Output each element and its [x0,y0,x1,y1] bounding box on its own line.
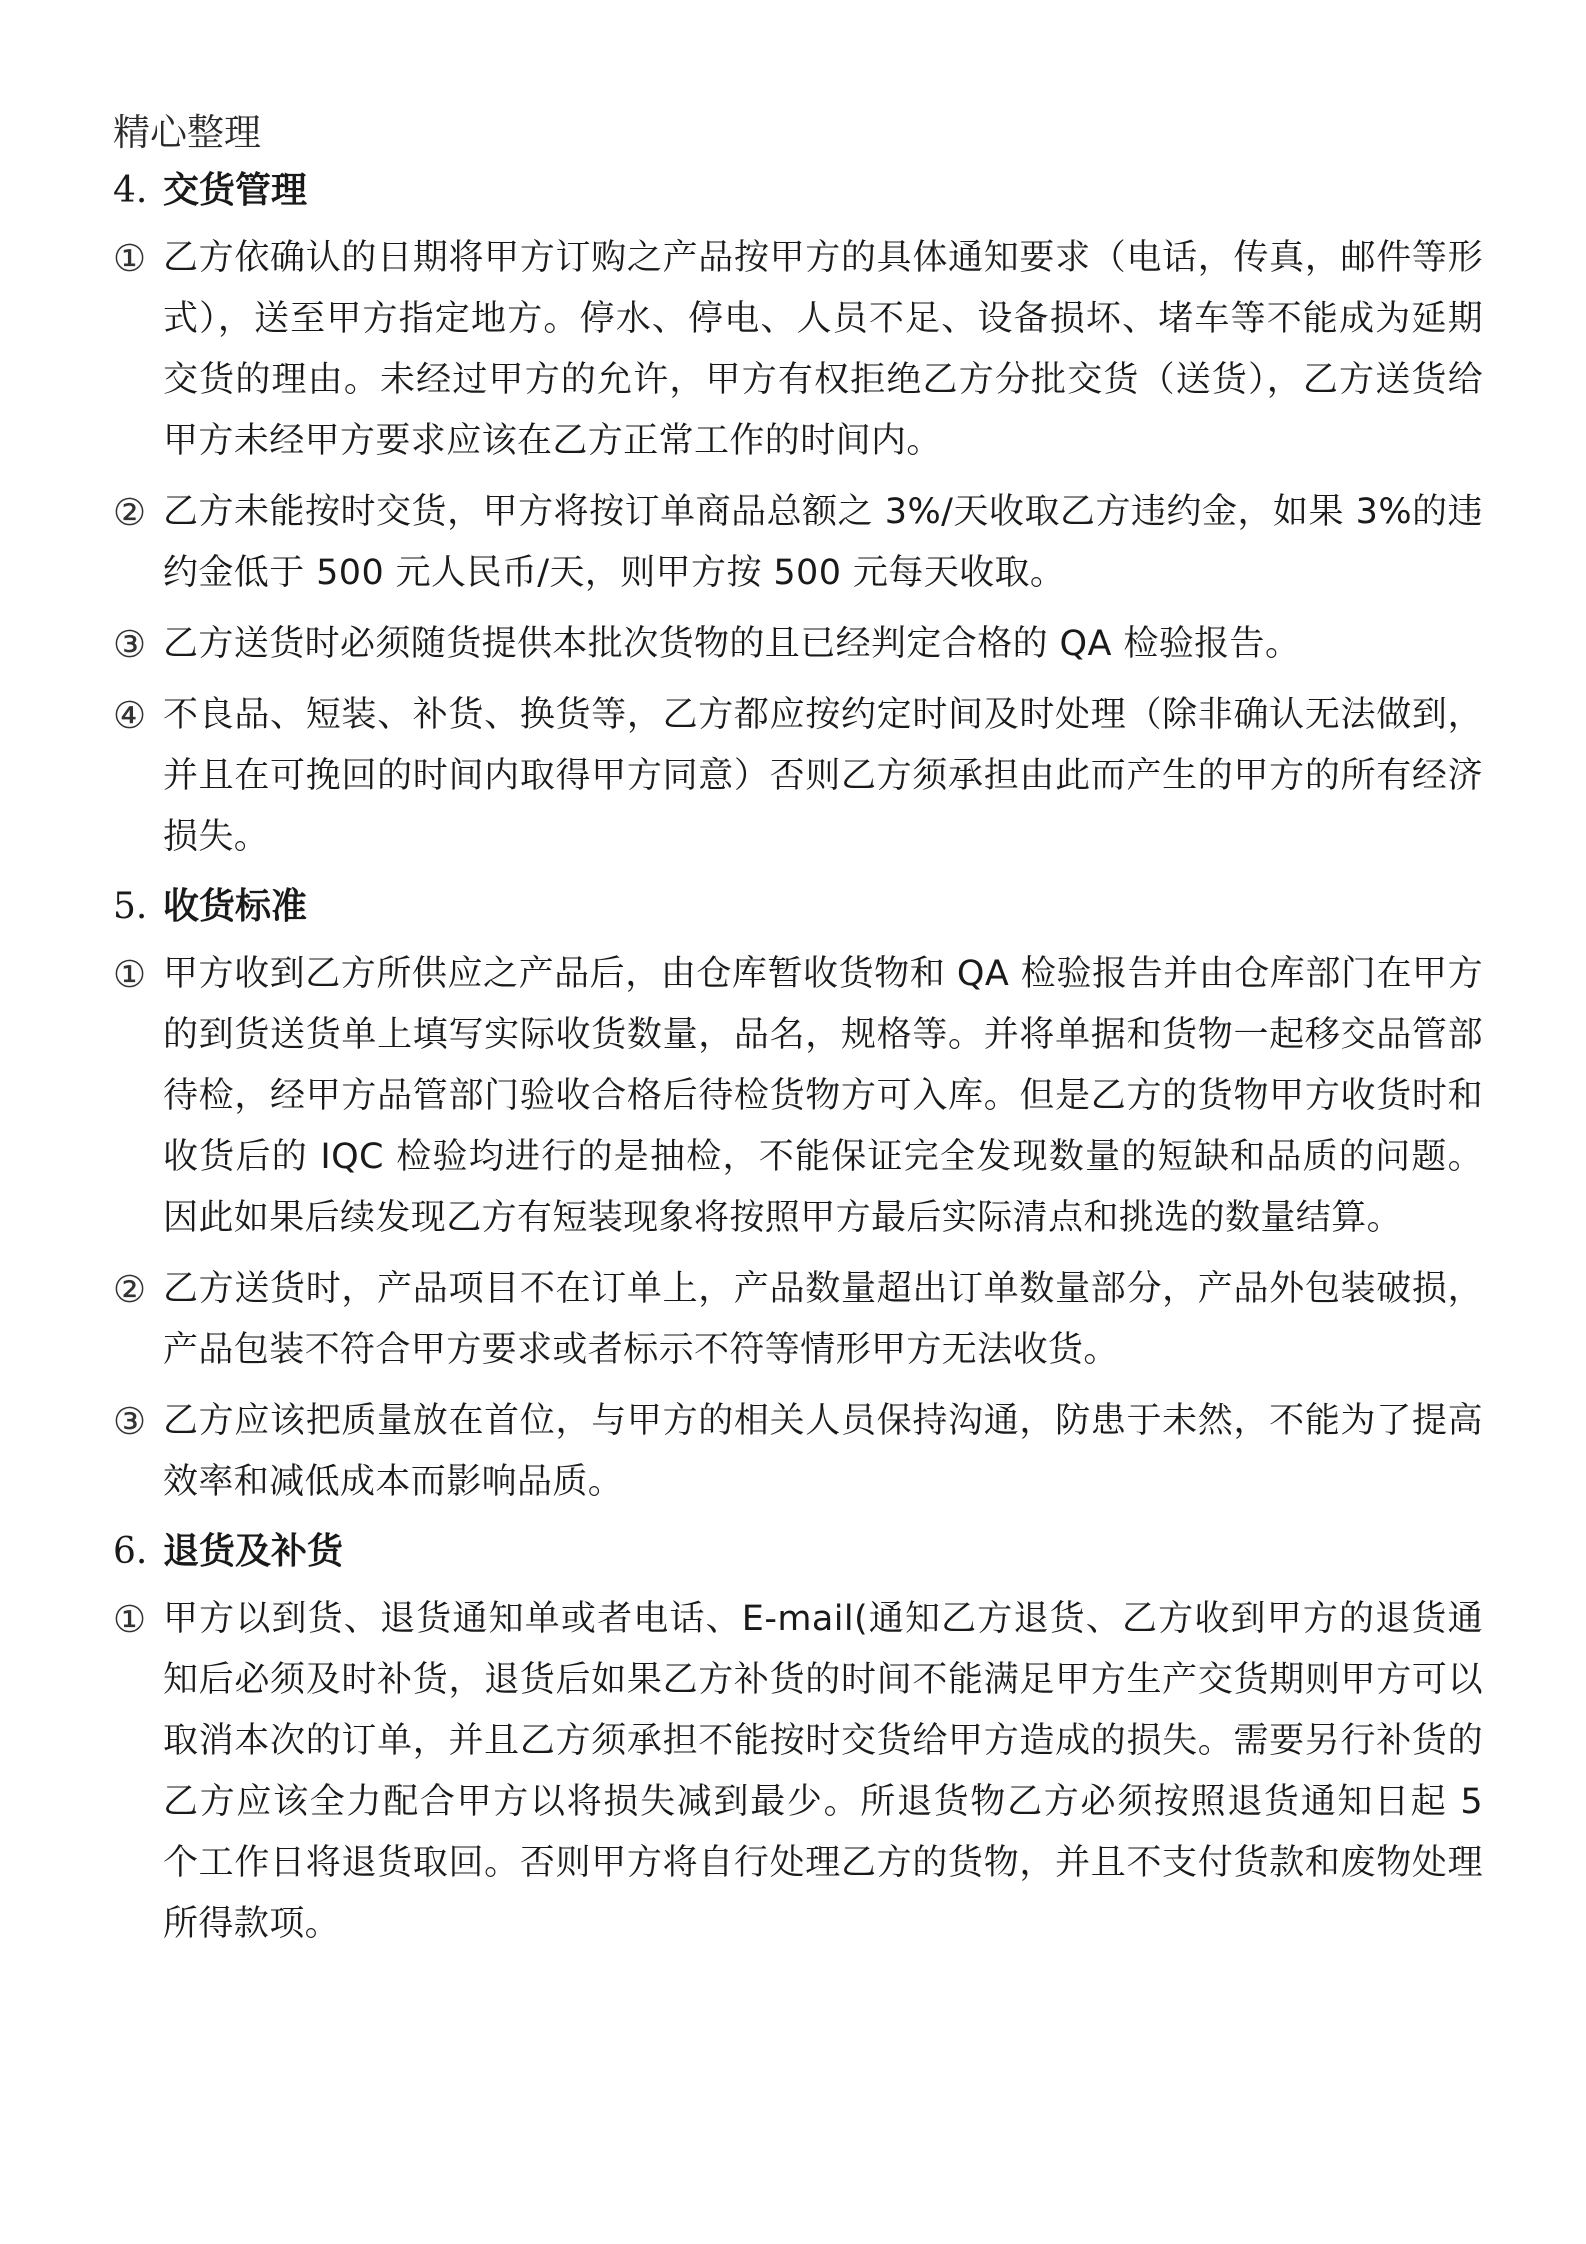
section-heading [113,878,1483,936]
item-marker: ④ [113,694,147,737]
section-title: 交货管理 [163,170,308,211]
item-marker: ① [113,237,147,280]
list-item [113,1391,1483,1513]
list-item [113,1589,1483,1955]
item-text: 甲方收到乙方所供应之产品后，由仓库暂收货物和 QA 检验报告并由仓库部门在甲方的到货送货单上填写实际收货数量，品名，规格等。并将单据和货物一起移交品管部待检，经甲方品管部门验收合格后待检货物方可入库。但是乙方的货物甲方收货时和收货后的 IQC 检验均进行的是抽检，不能保证完全发现数量的短缺和品质的问题。因此如果后续发现乙方有短装现象将按照甲方最后实际清点和挑选的数量结算。 [163,954,1483,1238]
list-item [113,685,1483,868]
item-text: 乙方未能按时交货，甲方将按订单商品总额之 3%/天收取乙方违约金，如果 3%的违约金低于 500 元人民币/天，则甲方按 500 元每天收取。 [163,492,1483,593]
item-text: 乙方应该把质量放在首位，与甲方的相关人员保持沟通，防患于未然，不能为了提高效率和减低成本而影响品质。 [163,1401,1483,1502]
item-text: 甲方以到货、退货通知单或者电话、E-mail(通知乙方退货、乙方收到甲方的退货通知后必须及时补货，退货后如果乙方补货的时间不能满足甲方生产交货期则甲方可以取消本次的订单，并且乙方须承担不能按时交货给甲方造成的损失。需要另行补货的乙方应该全力配合甲方以将损失减到最少。所退货物乙方必须按照退货通知日起 5 个工作日将退货取回。否则甲方将自行处理乙方的货物，并且不支付货款和废物处理所得款项。 [163,1599,1483,1944]
section-number: 6. [113,1531,148,1572]
section-heading [113,162,1483,220]
item-marker: ① [113,1598,147,1641]
item-marker: ③ [113,1400,147,1443]
item-text: 乙方送货时，产品项目不在订单上，产品数量超出订单数量部分，产品外包装破损，产品包装不符合甲方要求或者标示不符等情形甲方无法收货。 [163,1269,1483,1370]
item-text: 乙方依确认的日期将甲方订购之产品按甲方的具体通知要求（电话，传真，邮件等形式），送至甲方指定地方。停水、停电、人员不足、设备损坏、堵车等不能成为延期交货的理由。未经过甲方的允许，甲方有权拒绝乙方分批交货（送货），乙方送货给甲方未经甲方要求应该在乙方正常工作的时间内。 [163,238,1483,461]
item-text: 不良品、短装、补货、换货等，乙方都应按约定时间及时处理（除非确认无法做到，并且在可挽回的时间内取得甲方同意）否则乙方须承担由此而产生的甲方的所有经济损失。 [163,695,1483,857]
list-item [113,1259,1483,1381]
section-title: 退货及补货 [163,1531,344,1572]
section-heading [113,1523,1483,1581]
header-note: 精心整理 [113,111,261,154]
item-marker: ② [113,491,147,534]
section-number: 4. [113,170,148,211]
list-item [113,228,1483,472]
item-text: 乙方送货时必须随货提供本批次货物的且已经判定合格的 QA 检验报告。 [163,624,1301,664]
list-item [113,482,1483,604]
list-item [113,614,1483,675]
section-title: 收货标准 [163,886,308,927]
item-marker: ② [113,1268,147,1311]
list-item [113,944,1483,1249]
item-marker: ③ [113,623,147,666]
document-body [113,162,1483,1965]
item-marker: ① [113,953,147,996]
section-number: 5. [113,886,148,927]
